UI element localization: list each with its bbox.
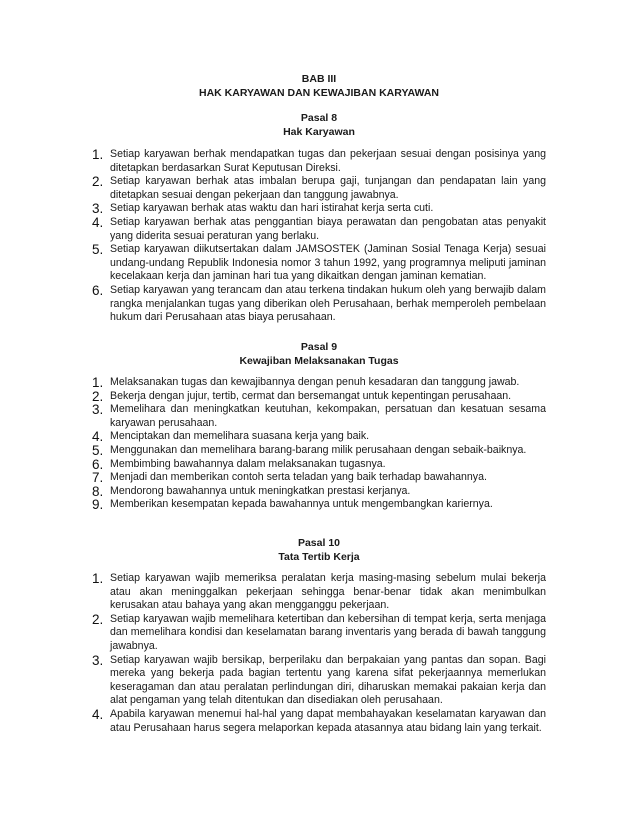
item-number: 1. [92, 375, 104, 390]
list-item [92, 654, 546, 708]
pasal-title: Hak Karyawan [283, 125, 355, 138]
item-text: Memberikan kesempatan kepada bawahannya untuk mengembangkan kariernya. [110, 498, 493, 511]
item-number: 6. [92, 282, 104, 298]
item-number: 9. [92, 497, 104, 513]
list-item [92, 498, 546, 512]
list-item [92, 376, 546, 390]
list-item [92, 175, 546, 202]
item-number: 3. [92, 402, 104, 418]
list-item [92, 390, 546, 404]
item-text: Setiap karyawan wajib bersikap, berperilaku dan berpakaian yang pantas dan sopan. Bagi mereka yang bekerja pada bagian tertentu yang karena sifat pekerjaannya memerlukan keseragaman dan atau peralatan perlindungan diri, diharuskan memakai pakaian kerja dan alat pengaman yang telah ditentukan dan disediakan oleh perusahaan. [110, 653, 546, 707]
item-number: 3. [92, 652, 104, 668]
item-text: Setiap karyawan berhak atas imbalan berupa gaji, tunjangan dan pendapatan lain yang ditetapkan sesuai dengan pekerjaan dan tanggung jawabnya. [110, 175, 546, 201]
section-heading [92, 112, 546, 139]
item-text: Bekerja dengan jujur, tertib, cermat dan bersemangat untuk kepentingan perusahaan. [110, 389, 512, 402]
item-number: 4. [92, 429, 104, 445]
section-list [92, 376, 546, 512]
item-number: 6. [92, 456, 104, 472]
item-text: Membimbing bawahannya dalam melaksanakan tugasnya. [110, 457, 386, 470]
item-text: Setiap karyawan berhak atas waktu dan hari istirahat kerja serta cuti. [110, 202, 434, 215]
list-item [92, 444, 546, 458]
item-number: 3. [92, 201, 104, 217]
item-number: 4. [92, 214, 104, 230]
list-item [92, 243, 546, 284]
pasal-title: Kewajiban Melaksanakan Tugas [239, 354, 399, 367]
list-item [92, 471, 546, 485]
list-item [92, 148, 546, 175]
item-text: Setiap karyawan wajib memeriksa peralatan kerja masing-masing sebelum mulai bekerja atau akan meninggalkan pekerjaan sehingga benar-benar tidak akan menimbulkan kerusakan atau bahaya yang akan mengganggu pekerjaan. [110, 572, 546, 612]
list-item [92, 572, 546, 613]
item-number: 5. [92, 242, 104, 258]
item-number: 1. [92, 147, 104, 162]
list-item [92, 403, 546, 430]
item-text: Setiap karyawan yang terancam dan atau terkena tindakan hukum oleh yang berwajib dalam rangka menjalankan tugas yang diberikan oleh Perusahaan, berhak memperoleh pembelaan hukum dari Perusahaan atas biaya perusahaan. [110, 283, 546, 324]
list-item [92, 202, 546, 216]
pasal-number: Pasal 9 [300, 341, 338, 353]
section-heading [92, 341, 546, 368]
chapter-title: HAK KARYAWAN DAN KEWAJIBAN KARYAWAN [199, 86, 439, 99]
item-text: Melaksanakan tugas dan kewajibannya dengan penuh kesadaran dan tanggung jawab. [110, 376, 520, 388]
item-number: 2. [92, 611, 104, 627]
section-list [92, 148, 546, 325]
chapter-heading [92, 73, 546, 100]
pasal-number: Pasal 10 [297, 537, 341, 549]
item-text: Mendorong bawahannya untuk meningkatkan prestasi kerjanya. [110, 484, 411, 497]
chapter-number: BAB III [301, 73, 337, 85]
section-list [92, 572, 546, 735]
item-text: Menciptakan dan memelihara suasana kerja yang baik. [110, 430, 370, 443]
item-text: Setiap karyawan berhak mendapatkan tugas dan pekerjaan sesuai dengan posisinya yang ditetapkan berdasarkan Surat Keputusan Direksi. [110, 148, 546, 174]
pasal-number: Pasal 8 [300, 112, 338, 124]
item-number: 7. [92, 470, 104, 486]
list-item [92, 613, 546, 654]
item-number: 4. [92, 706, 104, 722]
item-number: 2. [92, 388, 104, 404]
item-text: Memelihara dan meningkatkan keutuhan, kekompakan, persatuan dan kesatuan sesama karyawan perusahaan. [110, 403, 546, 429]
list-item [92, 458, 546, 472]
item-number: 8. [92, 483, 104, 499]
list-item [92, 216, 546, 243]
item-text: Setiap karyawan diikutsertakan dalam JAMSOSTEK (Jaminan Sosial Tenaga Kerja) sesuai undang-undang Republik Indonesia nomor 3 tahun 1992, yang programnya meliputi jaminan kecelakaan kerja dan jaminan hari tua yang dikaitkan dengan jaminan kematian. [110, 243, 546, 283]
list-item [92, 430, 546, 444]
item-text: Setiap karyawan wajib memelihara ketertiban dan kebersihan di tempat kerja, serta menjaga dan memelihara kondisi dan keselamatan barang inventaris yang berada di bawah tanggung jawabnya. [110, 612, 546, 652]
list-item [92, 708, 546, 735]
item-number: 1. [92, 571, 104, 586]
item-text: Setiap karyawan berhak atas penggantian biaya perawatan dan pengobatan atas penyakit yang diderita sesuai peraturan yang berlaku. [110, 215, 546, 242]
item-text: Apabila karyawan menemui hal-hal yang dapat membahayakan keselamatan karyawan dan atau Perusahaan harus segera melaporkan kepada atasannya atau bidang lain yang terkait. [110, 707, 546, 734]
item-text: Menggunakan dan memelihara barang-barang milik perusahaan dengan sebaik-baiknya. [110, 443, 527, 456]
list-item [92, 284, 546, 325]
section-heading [92, 537, 546, 564]
item-number: 5. [92, 442, 104, 458]
pasal-title: Tata Tertib Kerja [278, 550, 360, 563]
item-number: 2. [92, 174, 104, 190]
item-text: Menjadi dan memberikan contoh serta teladan yang baik terhadap bawahannya. [110, 471, 487, 484]
list-item [92, 485, 546, 499]
